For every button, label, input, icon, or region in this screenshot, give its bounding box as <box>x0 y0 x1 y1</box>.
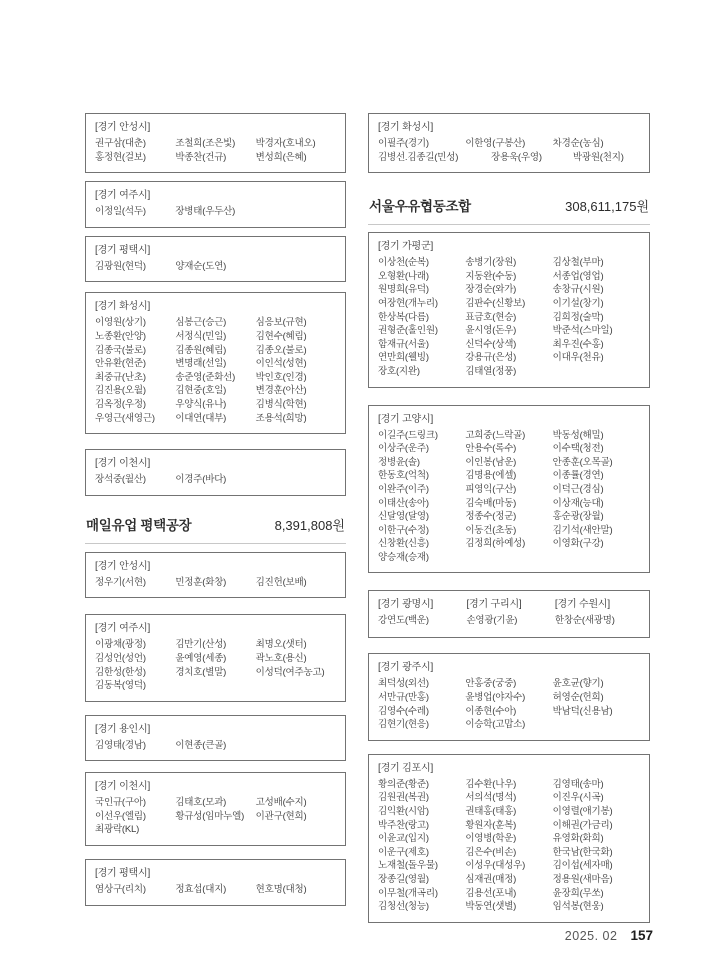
member-name: 이정일(석두) <box>95 206 146 218</box>
member-row <box>378 270 640 284</box>
member-name: 경치호(별말) <box>175 666 227 678</box>
member-row <box>95 810 336 824</box>
member-row <box>378 365 640 379</box>
member-row <box>378 846 640 860</box>
region-title: [경기 여주시] <box>95 190 151 202</box>
member-name: 표금호(현승) <box>465 311 517 323</box>
region-box-pyeongtaek-1 <box>85 236 346 283</box>
member-name: 홍정현(걸보) <box>95 151 146 163</box>
member-rows <box>378 677 640 731</box>
member-name: 안용수(록수) <box>465 443 517 455</box>
member-row <box>378 442 640 456</box>
member-row <box>378 718 640 732</box>
section-amount: 308,611,175원 <box>565 199 649 215</box>
member-name: 임석봉(현웅) <box>552 901 604 913</box>
member-name <box>256 260 336 274</box>
member-row <box>378 311 640 325</box>
member-name: 이관구(현희) <box>255 810 307 822</box>
tri-cell-guri <box>466 597 554 628</box>
member-row <box>95 137 336 151</box>
region-title: [경기 여주시] <box>95 623 151 635</box>
member-name: 박경자(호내오) <box>255 138 316 149</box>
member-row <box>378 537 640 551</box>
member-row <box>95 412 336 426</box>
member-name: 이수택(청전) <box>552 443 604 455</box>
member-name: 한국남(한국화) <box>552 846 613 858</box>
member-name: 이인봉(남운) <box>465 456 517 468</box>
region-box-gwangju <box>368 653 650 740</box>
member-name: 김원권(복권) <box>378 792 429 804</box>
region-box-gapyeong <box>368 232 650 387</box>
member-row <box>378 551 640 565</box>
member-row <box>378 256 640 270</box>
region-box-goyang <box>368 405 650 574</box>
member-name: 김숙배(마동) <box>465 497 517 509</box>
region-title: [경기 평택시] <box>95 244 151 256</box>
member-name: 김성언(성언) <box>95 652 146 664</box>
member-name: 신창환(신흥) <box>378 538 429 550</box>
member-name: 양재순(도연) <box>175 260 227 272</box>
region-title: [경기 이천시] <box>95 781 151 793</box>
member-row <box>378 297 640 311</box>
region-title: [경기 안성시] <box>95 122 151 133</box>
member-name: 조철희(조은빛) <box>175 138 236 149</box>
member-name: 김정희(하예성) <box>465 538 526 550</box>
member-row <box>378 456 640 470</box>
member-name: 한동호(억척) <box>378 470 429 482</box>
member-name: 이한구(수정) <box>378 524 429 536</box>
region-title: [경기 안성시] <box>95 560 151 572</box>
region-title: [경기 수원시] <box>554 599 610 611</box>
member-name: 김옥정(우정) <box>95 398 146 410</box>
region-title: [경기 이천시] <box>95 458 151 470</box>
member-name: 박동성(해밀) <box>552 429 604 441</box>
member-name: 변성희(은혜) <box>255 151 307 163</box>
member-row <box>95 260 336 274</box>
member-row <box>378 778 640 792</box>
member-name: 송병기(장원) <box>465 257 517 269</box>
section-header-seoul <box>368 195 650 225</box>
member-row <box>378 429 640 443</box>
member-row <box>378 351 640 365</box>
member-name: 이성덕(여주농고) <box>255 666 325 678</box>
member-row <box>95 638 336 652</box>
member-name: 이완주(이주) <box>378 483 429 495</box>
member-name: 김태호(모과) <box>175 797 227 809</box>
member-row <box>378 859 640 873</box>
region-title: [경기 화성시] <box>378 122 434 133</box>
member-name: 권형준(홀인원) <box>378 325 438 337</box>
member-row <box>95 205 336 219</box>
member-row <box>95 739 336 753</box>
member-name: 장병태(우두산) <box>175 206 236 218</box>
member-name: 장경순(와가) <box>465 284 517 296</box>
member-rows <box>95 739 336 753</box>
member-name: 곽노호(용신) <box>255 652 307 664</box>
member-name: 김진헌(보배) <box>255 576 307 588</box>
member-name: 최중규(난초) <box>95 371 146 383</box>
member-name: 연만희(웰빙) <box>378 352 429 364</box>
member-row <box>95 473 336 487</box>
member-row <box>378 283 640 297</box>
member-name: 함재규(서울) <box>378 338 429 350</box>
member-name: 이진우(시곡) <box>552 792 604 804</box>
member-name <box>256 679 336 693</box>
member-name <box>256 205 336 219</box>
member-name: 김상철(부마) <box>552 257 604 269</box>
member-rows <box>95 638 336 692</box>
region-title: [경기 구리시] <box>466 599 522 611</box>
member-name: 김명용(에셀) <box>465 470 517 482</box>
member-name: 권구삼(대춘) <box>95 138 146 149</box>
member-name: 김종오(불로) <box>255 344 307 356</box>
member-name: 황의준(황준) <box>378 778 429 790</box>
member-row <box>378 151 640 165</box>
member-name <box>553 551 640 565</box>
member-name: 심재권(매정) <box>465 874 517 885</box>
member-name: 한상복(다름) <box>378 311 429 323</box>
member-rows <box>95 883 336 897</box>
member-row <box>378 819 640 833</box>
right-column <box>368 113 650 923</box>
member-name: 이윤교(입지) <box>378 833 429 845</box>
region-title: [경기 용인시] <box>95 723 151 735</box>
member-name: 이승학(고맙소) <box>465 719 526 731</box>
member-row <box>378 832 640 846</box>
member-row <box>378 691 640 705</box>
member-name: 윤장희(무쏘) <box>552 887 604 899</box>
region-box-gimpo <box>368 754 650 923</box>
member-name: 안유환(현준) <box>95 358 146 370</box>
page-footer <box>565 928 653 943</box>
member-name: 이해권(가금리) <box>552 819 613 831</box>
member-name: 김판수(신황보) <box>465 297 526 309</box>
member-name: 손영광(기윤) <box>466 615 518 627</box>
member-name: 김광원(현덕) <box>95 260 146 272</box>
member-row <box>95 652 336 666</box>
member-name: 김현기(현응) <box>378 719 429 731</box>
member-name: 김병식(학현) <box>255 398 307 410</box>
member-name: 서종업(영업) <box>552 270 604 282</box>
member-name: 김용선(포내) <box>465 887 517 899</box>
member-name: 이영화(구강) <box>552 538 604 550</box>
member-name: 정병윤(솔) <box>378 456 420 468</box>
member-name: 박동연(샛별) <box>465 901 517 913</box>
region-box-tri-gwangmyeong-guri-suwon <box>368 590 650 638</box>
member-row <box>378 483 640 497</box>
member-name: 여장현(개누리) <box>378 297 438 309</box>
region-box-yeoju-1 <box>85 181 346 228</box>
member-name: 피영익(구산) <box>465 483 517 495</box>
member-rows <box>95 576 336 590</box>
member-name: 변명래(선일) <box>175 358 227 370</box>
region-box-hwaseong-1 <box>85 292 346 434</box>
member-name: 우양식(유나) <box>175 398 227 410</box>
member-name: 이인석(성현) <box>255 358 307 370</box>
member-row <box>95 151 336 165</box>
member-name: 차경순(농심) <box>552 138 604 149</box>
member-row <box>378 887 640 901</box>
member-name: 김종원(혜림) <box>175 344 227 356</box>
region-title: [경기 가평군] <box>378 241 434 253</box>
member-name: 김동복(영덕) <box>95 680 146 692</box>
member-name: 이기설(창기) <box>552 297 604 309</box>
region-box-anseong-1 <box>85 113 346 173</box>
member-row <box>378 469 640 483</box>
member-name: 김영태(경남) <box>95 739 146 751</box>
member-rows <box>378 137 640 164</box>
member-row <box>95 357 336 371</box>
member-row <box>378 873 640 887</box>
member-name <box>256 739 336 753</box>
member-name: 이종률(경연) <box>552 470 604 482</box>
member-name <box>175 679 255 693</box>
section-title: 매일유업 평택공장 <box>86 517 192 533</box>
member-row <box>378 324 640 338</box>
member-name: 지동완(수동) <box>465 270 517 282</box>
member-name: 현호명(대청) <box>255 884 307 896</box>
member-row <box>378 677 640 691</box>
member-name: 장용욱(우영) <box>490 151 542 163</box>
member-name: 최우진(수홍) <box>552 338 604 350</box>
member-row <box>95 679 336 693</box>
region-box-pyeongtaek-2 <box>85 859 346 906</box>
member-name: 안홍중(궁중) <box>465 678 517 690</box>
member-name: 이상재(능대) <box>552 497 604 509</box>
member-name: 홍순광(장월) <box>552 511 604 523</box>
member-name: 김종국(불로) <box>95 344 146 356</box>
member-name: 김영수(수레) <box>378 705 429 717</box>
member-name: 이무철(개곡리) <box>378 887 438 899</box>
member-name <box>553 365 640 379</box>
member-name: 김청선(청능) <box>378 901 429 913</box>
member-name: 이경주(바다) <box>175 474 227 486</box>
member-row <box>95 398 336 412</box>
region-title: [경기 화성시] <box>95 301 151 313</box>
member-name: 정종수(정군) <box>465 511 517 523</box>
member-name: 신달영(달영) <box>378 511 429 523</box>
member-name: 이영원(상기) <box>95 317 146 329</box>
member-name: 윤병업(야자수) <box>465 692 526 704</box>
section-amount: 8,391,808원 <box>274 517 345 533</box>
member-name: 김만기(산성) <box>175 639 227 651</box>
region-title: [경기 김포시] <box>378 762 434 774</box>
member-name: 이선우(엘림) <box>95 810 146 822</box>
member-rows <box>95 796 336 837</box>
member-name: 우영근(새영근) <box>95 412 155 424</box>
member-name: 서정식(민일) <box>175 330 227 342</box>
member-name: 김진용(오월) <box>95 385 146 397</box>
member-name: 이길주(드링크) <box>378 429 438 441</box>
member-name: 황규성(임마누엘) <box>175 810 245 822</box>
member-row <box>378 510 640 524</box>
member-row <box>95 330 336 344</box>
member-row <box>95 344 336 358</box>
member-name: 박인호(인경) <box>255 371 307 383</box>
member-rows <box>95 260 336 274</box>
member-name: 서의석(명석) <box>465 792 517 804</box>
member-name: 이동건(초동) <box>465 524 517 536</box>
member-name: 박준석(스마일) <box>552 325 613 337</box>
member-row <box>95 371 336 385</box>
member-name: 이광채(광정) <box>95 639 146 651</box>
member-row <box>95 666 336 680</box>
member-name: 권태홍(태홍) <box>465 806 517 818</box>
member-name: 송창규(시원) <box>552 284 604 296</box>
member-name: 최광락(KL) <box>95 824 140 836</box>
member-name: 윤호균(향기) <box>552 678 604 690</box>
member-row <box>95 883 336 897</box>
member-name: 김현중(호일) <box>175 385 227 397</box>
member-name: 정용원(새마음) <box>552 874 613 885</box>
member-name: 이덕근(경심) <box>552 483 604 495</box>
member-name: 고희중(느락골) <box>465 429 526 441</box>
member-row <box>378 338 640 352</box>
footer-date: 2025. 02 <box>564 929 618 943</box>
region-title: [경기 평택시] <box>95 868 151 880</box>
member-name: 김한성(한성) <box>95 666 146 678</box>
member-name: 고성배(수지) <box>255 797 307 809</box>
member-name: 이종현(수아) <box>465 705 517 717</box>
member-name: 박종찬(건규) <box>175 151 227 163</box>
footer-page-number: 157 <box>630 928 653 943</box>
member-name: 양승재(승재) <box>378 551 429 563</box>
member-name: 이필주(경기) <box>378 138 429 149</box>
region-title: [경기 고양시] <box>378 413 434 425</box>
member-row <box>378 705 640 719</box>
member-name: 이성우(대성우) <box>465 860 526 872</box>
region-box-anseong-2 <box>85 552 346 599</box>
region-box-hwaseong-2 <box>368 113 650 173</box>
member-rows <box>95 137 336 164</box>
member-name: 김이섭(세자매) <box>552 860 613 872</box>
member-name: 노재철(돌우물) <box>378 860 438 872</box>
region-box-icheon-2 <box>85 772 346 846</box>
member-name: 심봉근(승근) <box>175 317 227 329</box>
member-name: 한창순(새광명) <box>554 615 615 627</box>
member-name: 김기석(새안말) <box>552 524 613 536</box>
member-name: 김수환(나우) <box>465 778 517 790</box>
member-name: 이한영(구봉산) <box>465 138 526 149</box>
region-title: [경기 광명시] <box>378 599 434 611</box>
member-name: 최덕성(외선) <box>378 678 429 690</box>
member-name: 윤예영(세종) <box>175 652 227 664</box>
member-name: 박남덕(신용남) <box>552 705 613 717</box>
member-name: 김병선.김종길(민성) <box>378 151 459 163</box>
member-name: 박주찬(랑고) <box>378 819 429 831</box>
member-name: 장석중(월산) <box>95 474 146 486</box>
member-name: 이태산(송아) <box>378 497 429 509</box>
member-name <box>175 823 255 837</box>
member-name: 황원자(훈복) <box>465 819 517 831</box>
member-name: 김익환(시암) <box>378 806 429 818</box>
member-rows <box>95 316 336 425</box>
member-name: 최명오(샛터) <box>255 639 307 651</box>
section-header-maeil <box>85 514 346 544</box>
member-name: 안종훈(오목골) <box>552 456 613 468</box>
member-name: 윤시영(돈우) <box>465 325 517 337</box>
left-column <box>85 113 346 906</box>
member-name: 염상구(리치) <box>95 884 146 896</box>
region-box-icheon-1 <box>85 449 346 496</box>
member-name: 이영병(학운) <box>465 833 517 845</box>
member-name: 오형환(나래) <box>378 270 429 282</box>
member-name: 김은수(비손) <box>465 846 517 858</box>
member-name <box>553 718 640 732</box>
tri-cell-suwon <box>555 597 640 628</box>
member-name: 박광원(천지) <box>572 151 624 163</box>
member-name: 이상천(순복) <box>378 257 429 269</box>
member-name: 유영화(화희) <box>552 833 604 845</box>
member-name: 조용석(희망) <box>255 412 307 424</box>
member-row <box>95 796 336 810</box>
member-name: 변경훈(아산) <box>255 385 307 397</box>
member-row <box>378 524 640 538</box>
member-name: 김영태(송마) <box>552 778 604 790</box>
member-row <box>95 316 336 330</box>
member-name: 김현수(혜림) <box>255 330 307 342</box>
member-name: 강용규(은성) <box>465 352 517 364</box>
member-name <box>256 823 336 837</box>
member-name: 국인규(구아) <box>95 797 146 809</box>
member-rows <box>378 429 640 565</box>
member-row <box>378 137 640 151</box>
member-name: 이대우(천유) <box>552 352 604 364</box>
member-rows <box>95 205 336 219</box>
member-row <box>95 576 336 590</box>
member-name: 신덕수(상색) <box>465 338 517 350</box>
member-name <box>256 473 336 487</box>
member-row <box>95 384 336 398</box>
member-row <box>95 823 336 837</box>
member-name: 허영순(헌희) <box>552 692 604 704</box>
tri-cell-gwangmyeong <box>378 597 466 628</box>
member-name: 강연도(백운) <box>378 615 429 627</box>
region-box-yeoju-2 <box>85 614 346 701</box>
member-name: 장종길(영월) <box>378 874 429 885</box>
member-row <box>378 791 640 805</box>
member-rows <box>95 473 336 487</box>
member-name: 서만규(만홍) <box>378 692 429 704</box>
member-name: 김태열(정풍) <box>465 365 517 377</box>
member-name: 원명희(유덕) <box>378 284 429 296</box>
member-name: 이현종(큰골) <box>175 739 227 751</box>
region-box-yongin <box>85 715 346 762</box>
member-name: 장호(지완) <box>378 365 420 377</box>
member-name: 이운구(제호) <box>378 846 429 858</box>
member-name: 민정훈(화창) <box>175 576 227 588</box>
member-name: 정효섭(대지) <box>175 884 227 896</box>
member-name: 심응보(규현) <box>255 317 307 329</box>
region-title: [경기 광주시] <box>378 662 434 674</box>
member-name: 김희정(술막) <box>552 311 604 323</box>
member-rows <box>378 256 640 378</box>
member-row <box>378 497 640 511</box>
section-title: 서울우유협동조합 <box>369 199 471 215</box>
member-name: 이상주(운주) <box>378 443 429 455</box>
member-row <box>378 900 640 914</box>
member-name: 정우기(서현) <box>95 576 146 588</box>
member-name: 이영렬(애기봉) <box>552 806 613 818</box>
member-name: 노종환(안양) <box>95 330 146 342</box>
member-rows <box>378 778 640 914</box>
member-row <box>378 805 640 819</box>
member-name: 이대연(대부) <box>175 412 227 424</box>
member-name: 송준영(준화선) <box>175 371 236 383</box>
member-name <box>465 551 552 565</box>
